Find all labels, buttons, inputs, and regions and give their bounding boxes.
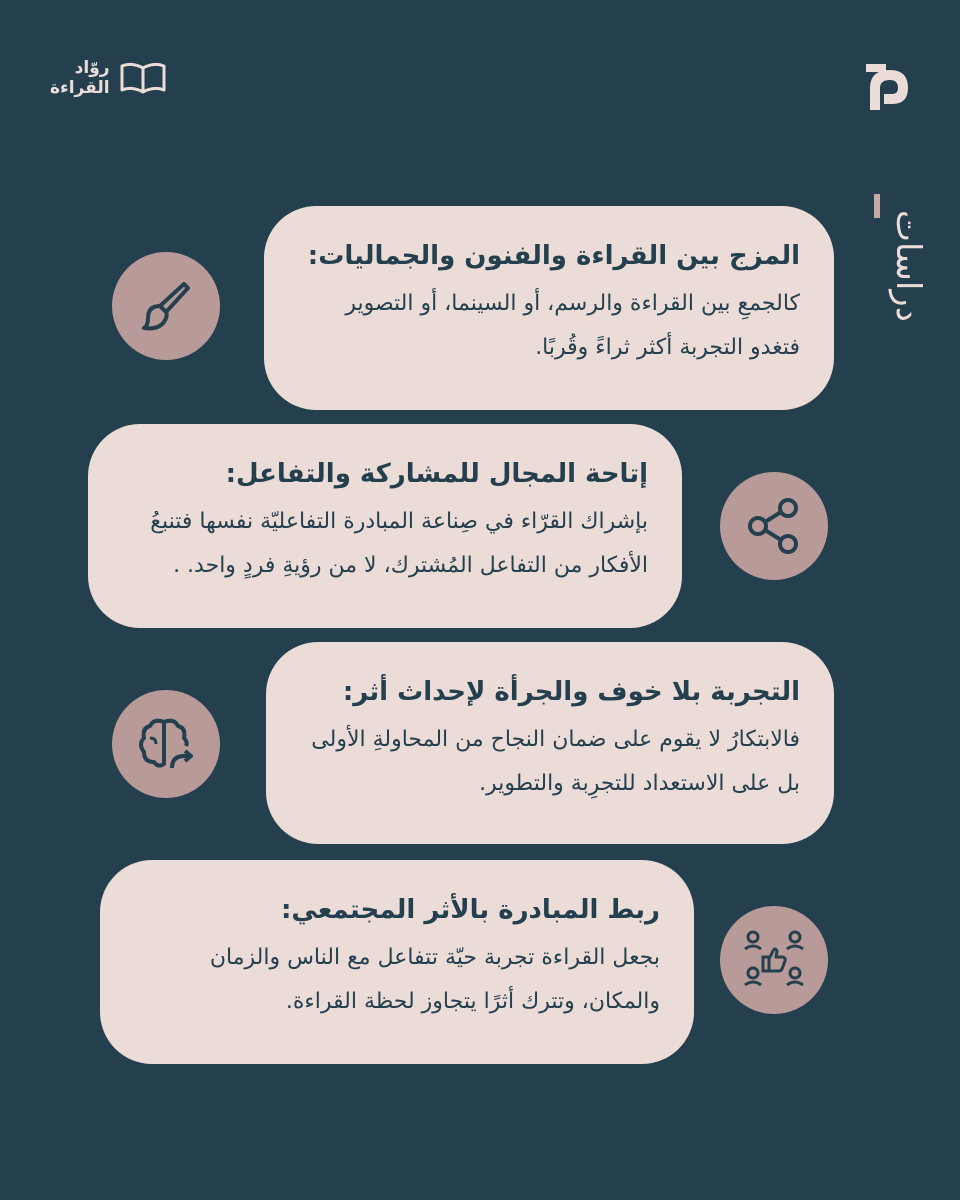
open-book-icon (118, 58, 168, 98)
card-title: التجربة بلا خوف والجرأة لإحداث أثر: (342, 677, 800, 707)
brand-vertical-text: دراسات (888, 210, 928, 322)
card-body: كالجمعِ بين القراءة والرسم، أو السينما، أو التصوير فتغدو التجربة أكثر ثراءً وقُربًا. (345, 291, 800, 360)
card-art-blending (264, 206, 834, 410)
brand-mark-icon (860, 60, 916, 120)
reading-pioneers-logo (50, 58, 168, 98)
brand-divider (874, 194, 880, 218)
logo-line-2: القراءة (50, 78, 110, 98)
brain-arrow-icon-circle (112, 690, 220, 798)
card-title: إتاحة المجال للمشاركة والتفاعل: (225, 459, 648, 489)
brain-arrow-icon (134, 712, 198, 776)
share-icon-circle (720, 472, 828, 580)
card-experimentation (266, 642, 834, 844)
share-icon (742, 494, 806, 558)
card-title: ربط المبادرة بالأثر المجتمعي: (281, 895, 660, 925)
logo-text (50, 58, 110, 98)
community-thumbs-up-icon (739, 925, 809, 995)
community-icon-circle (720, 906, 828, 1014)
card-body: بإشراك القرّاء في صِناعة المبادرة التفاعليّة نفسها فتنبعُ الأفكار من التفاعل المُشترك، لا من رؤيةِ فردٍ واحد. . (150, 509, 648, 578)
card-participation (88, 424, 682, 628)
paintbrush-icon (136, 276, 196, 336)
card-body: فالابتكارُ لا يقوم على ضمان النجاح من المحاولةِ الأولى بل على الاستعداد للتجرِبة والتطوير. (311, 727, 800, 796)
logo-line-1: روّاد (74, 58, 110, 78)
card-community-impact (100, 860, 694, 1064)
card-title: المزج بين القراءة والفنون والجماليات: (307, 241, 800, 271)
studies-brand (850, 60, 930, 322)
card-body: بجعل القراءة تجربة حيّة تتفاعل مع الناس والزمان والمكان، وتترك أثرًا يتجاوز لحظة القراءة. (209, 945, 660, 1014)
paintbrush-icon-circle (112, 252, 220, 360)
